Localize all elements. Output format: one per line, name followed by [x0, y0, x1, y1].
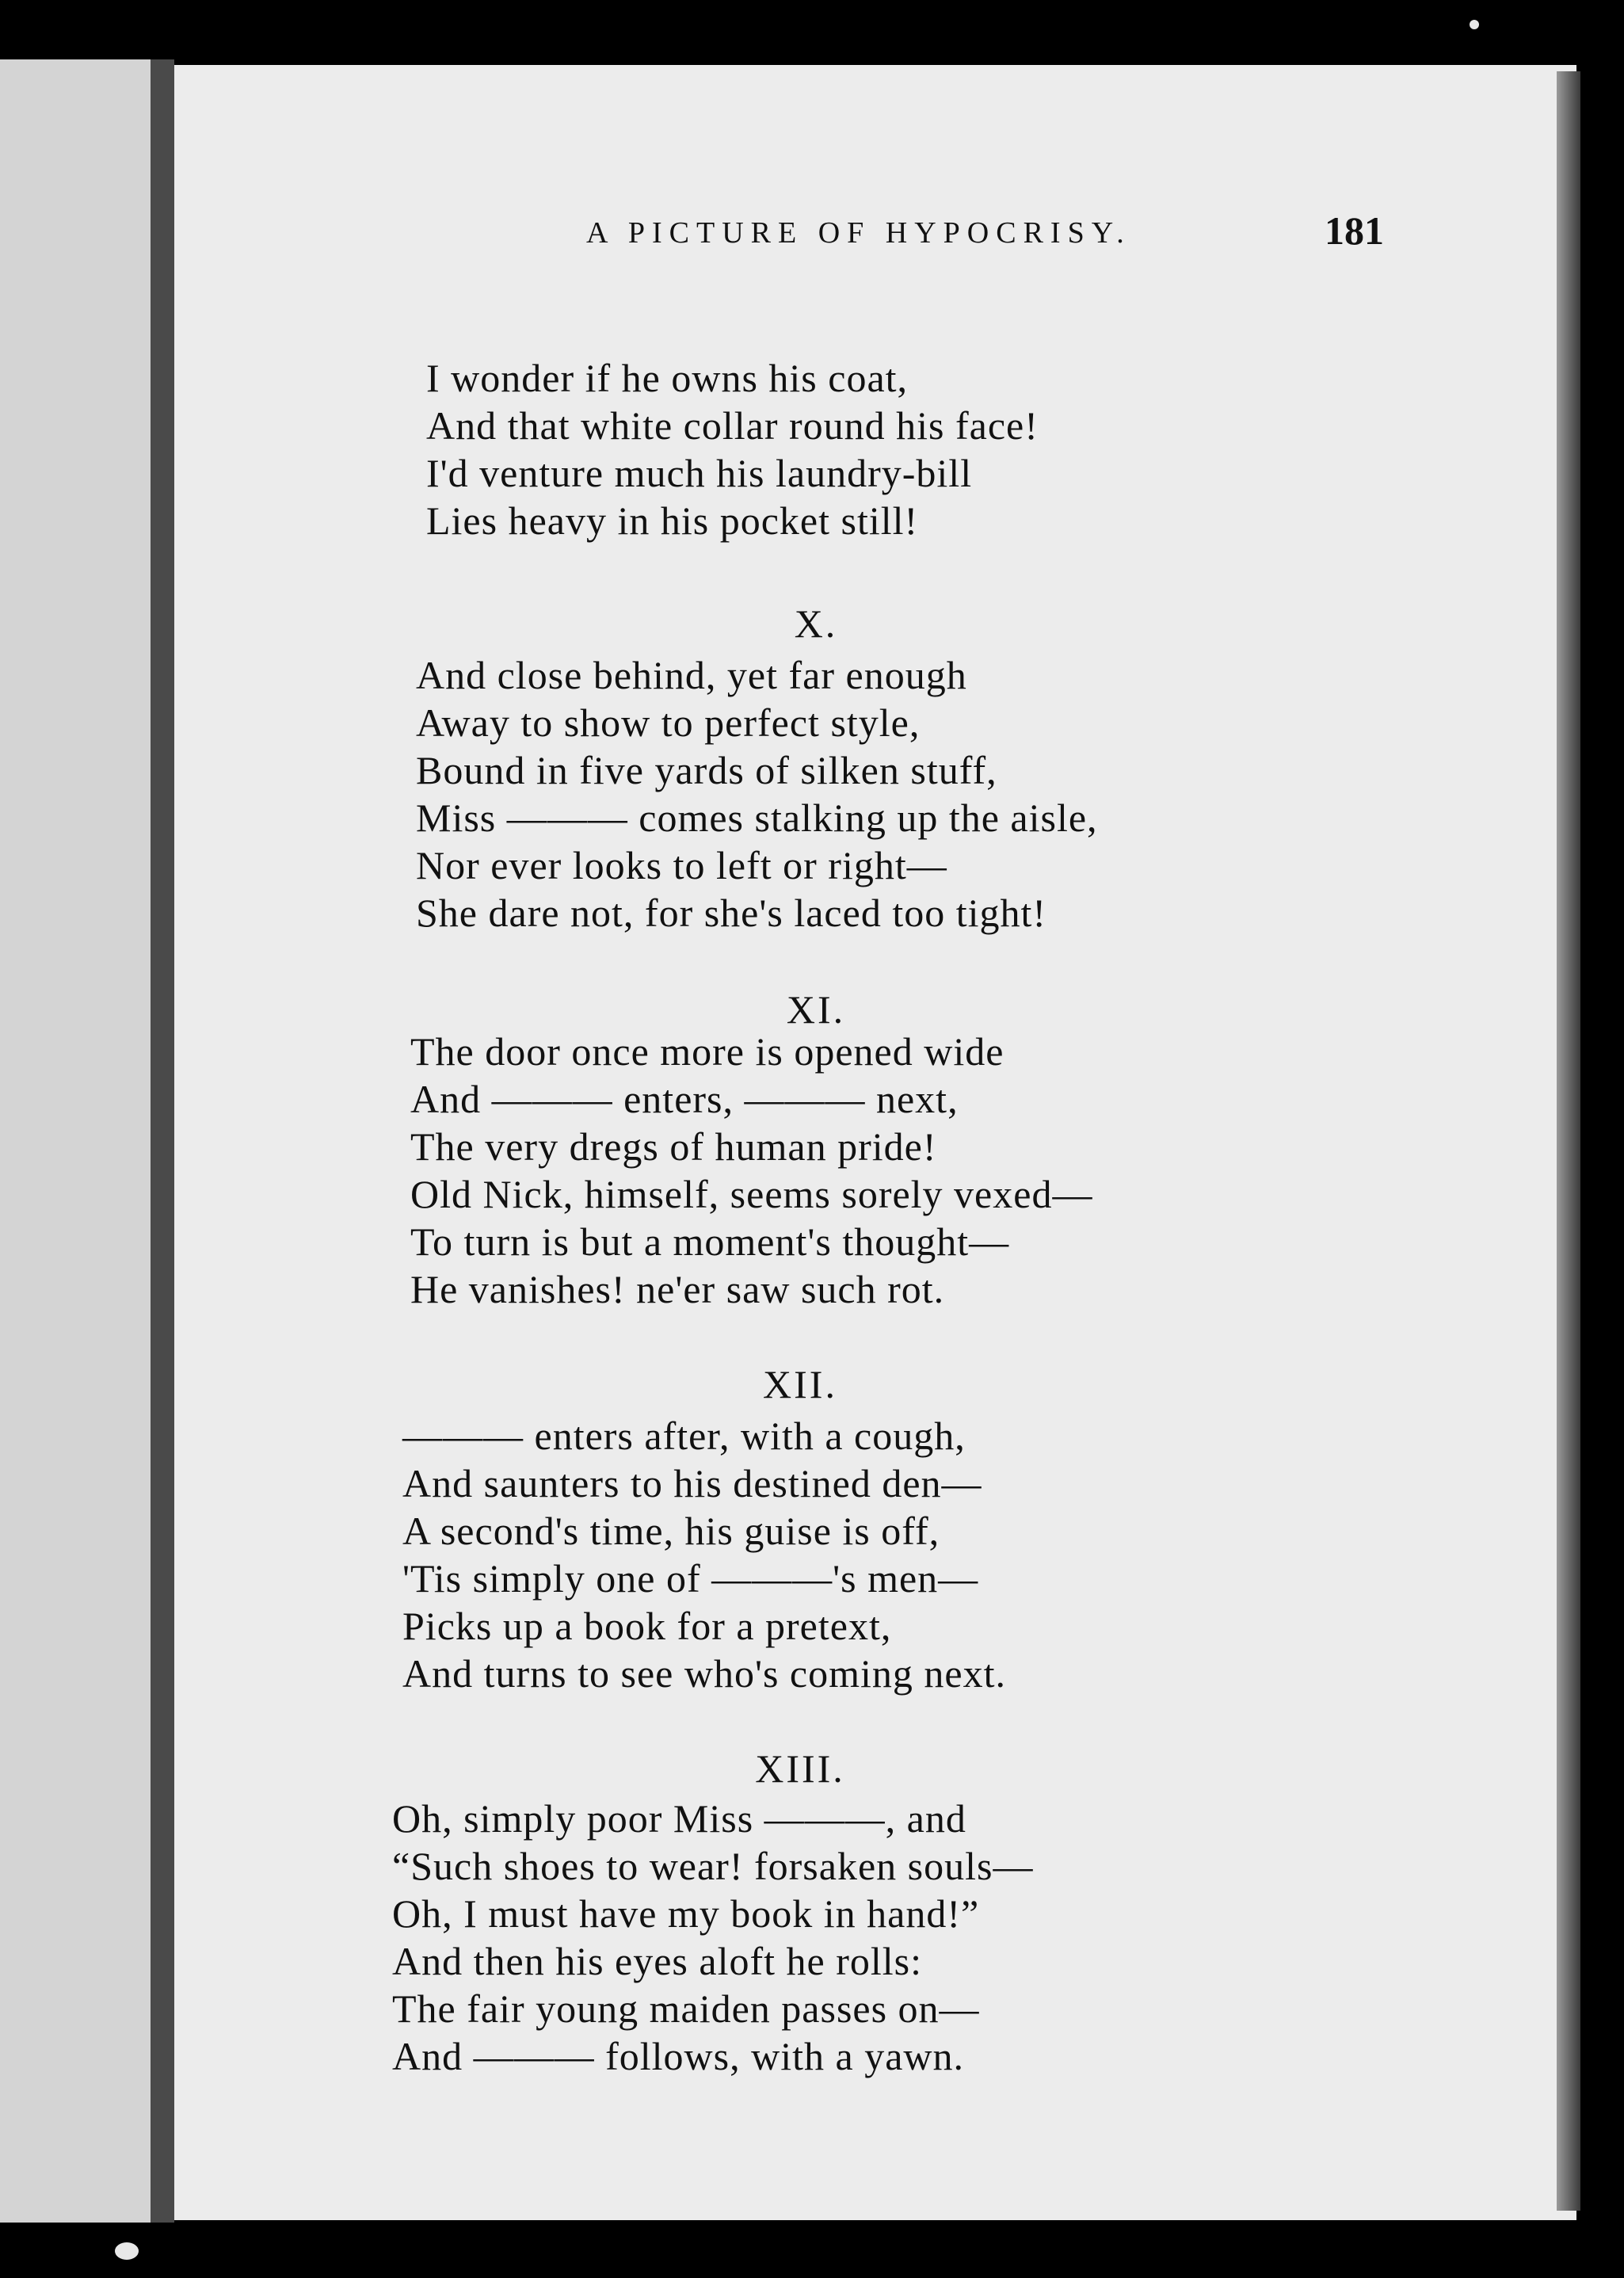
- poem-line: And ——— follows, with a yawn.: [392, 2034, 964, 2078]
- book-page: [174, 65, 1576, 2220]
- running-header: A PICTURE OF HYPOCRISY.: [586, 216, 1131, 250]
- stanza-continued: [426, 354, 1039, 544]
- poem-line: The fair young maiden passes on—: [392, 1986, 980, 2031]
- poem-line: Picks up a book for a pretext,: [402, 1604, 892, 1648]
- poem-line: I'd venture much his laundry-bill: [426, 451, 973, 495]
- poem-line: 'Tis simply one of ———'s men—: [402, 1556, 979, 1601]
- poem-line: And saunters to his destined den—: [402, 1461, 982, 1505]
- stanza-numeral: XII.: [763, 1362, 837, 1406]
- poem-line: Oh, simply poor Miss ———, and: [392, 1796, 966, 1841]
- poem-line: Nor ever looks to left or right—: [416, 843, 947, 887]
- scan-speck: [115, 2242, 139, 2260]
- poem-line: And close behind, yet far enough: [416, 653, 967, 697]
- stanza-numeral: XIII.: [755, 1746, 845, 1791]
- poem-line: “Such shoes to wear! forsaken souls—: [392, 1844, 1034, 1888]
- scan-speck: [1470, 20, 1479, 29]
- poem-line: She dare not, for she's laced too tight!: [416, 891, 1047, 935]
- poem-line: And that white collar round his face!: [426, 403, 1039, 448]
- page-number: 181: [1325, 208, 1384, 253]
- poem-line: Away to show to perfect style,: [416, 700, 921, 745]
- stanza: [410, 1028, 1092, 1313]
- page-edge-shadow: [1557, 71, 1580, 2211]
- poem-line: And then his eyes aloft he rolls:: [392, 1939, 922, 1983]
- poem-line: I wonder if he owns his coat,: [426, 356, 909, 400]
- stanza: [392, 1795, 1033, 2080]
- book-gutter: [151, 59, 174, 2223]
- poem-line: Miss ——— comes stalking up the aisle,: [416, 796, 1098, 840]
- poem-line: Oh, I must have my book in hand!”: [392, 1891, 980, 1936]
- poem-line: Lies heavy in his pocket still!: [426, 498, 919, 543]
- poem-line: The very dregs of human pride!: [410, 1124, 937, 1169]
- poem-line: Bound in five yards of silken stuff,: [416, 748, 997, 792]
- poem-line: And turns to see who's coming next.: [402, 1651, 1006, 1696]
- poem-line: Old Nick, himself, seems sorely vexed—: [410, 1172, 1093, 1216]
- stanza: [402, 1412, 1006, 1697]
- poem-line: The door once more is opened wide: [410, 1029, 1005, 1074]
- stanza-numeral: XI.: [786, 987, 846, 1032]
- facing-page-edge: [0, 59, 151, 2223]
- poem-line: A second's time, his guise is off,: [402, 1509, 940, 1553]
- stanza-numeral: X.: [794, 601, 838, 646]
- stanza: [416, 651, 1098, 937]
- poem-line: To turn is but a moment's thought—: [410, 1219, 1010, 1264]
- poem-line: He vanishes! ne'er saw such rot.: [410, 1267, 945, 1311]
- poem-line: ——— enters after, with a cough,: [402, 1414, 966, 1458]
- poem-line: And ——— enters, ——— next,: [410, 1077, 959, 1121]
